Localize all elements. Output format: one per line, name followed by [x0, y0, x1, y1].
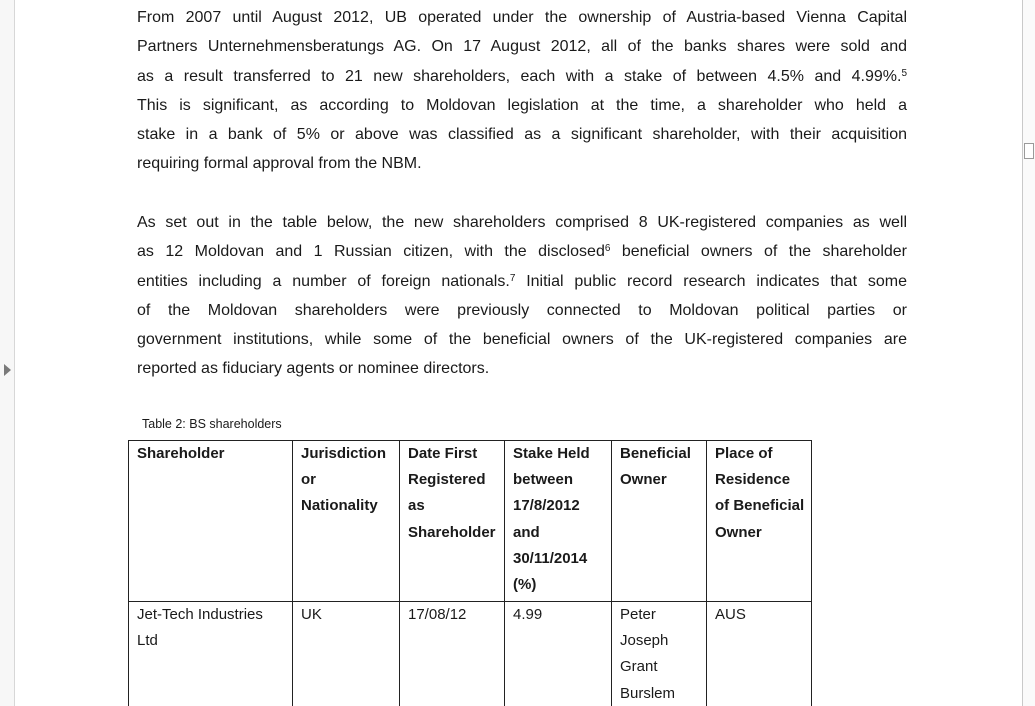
- text-line: reported as fiduciary agents or nominee directors.: [137, 360, 490, 378]
- footnote-ref[interactable]: 5: [901, 67, 907, 79]
- header-date-registered: Date First Registered as Shareholder: [400, 441, 505, 602]
- text-line: [137, 237, 907, 266]
- header-jurisdiction: Jurisdiction or Nationality: [293, 441, 400, 602]
- footnote-ref[interactable]: 7: [509, 272, 516, 284]
- cell-date-registered: 17/08/12: [400, 602, 505, 706]
- cell-beneficial-owner: Peter Joseph Grant Burslem: [612, 602, 707, 706]
- cell-stake-held: 4.99: [505, 602, 612, 706]
- scroll-handle[interactable]: [1024, 143, 1034, 159]
- text-line: of the Moldovan shareholders were previously connected to Moldovan political parties or: [137, 301, 907, 319]
- text-line: As set out in the table below, the new shareholders comprised 8 UK-registered companies as well: [137, 214, 907, 231]
- left-gutter: [0, 0, 15, 706]
- header-residence: Place of Residence of Beneficial Owner: [707, 441, 812, 602]
- table-header-row: [129, 441, 812, 602]
- header-stake-held: Stake Held between 17/8/2012 and 30/11/2014 (%): [505, 441, 612, 602]
- text-line: From 2007 until August 2012, UB operated under the ownership of Austria-based Vienna Capital: [137, 9, 907, 26]
- text-line: [137, 62, 907, 91]
- text-line: This is significant, as according to Moldovan legislation at the time, a shareholder who held a: [137, 96, 907, 114]
- text-segment: beneficial owners of the shareholder: [610, 243, 907, 261]
- header-beneficial-owner: Beneficial Owner: [612, 441, 707, 602]
- text-line: Partners Unternehmensberatungs AG. On 17 August 2012, all of the banks shares were sold and: [137, 38, 907, 56]
- text-segment: as a result transferred to 21 new shareholders, each with a stake of between 4.5% and 4.99%.: [137, 67, 902, 85]
- right-scrollbar[interactable]: [1022, 0, 1035, 706]
- shareholders-table: [128, 440, 812, 706]
- text-line: [137, 267, 907, 296]
- table-caption: Table 2: BS shareholders: [142, 417, 282, 431]
- text-segment: as 12 Moldovan and 1 Russian citizen, with the disclosed: [137, 243, 605, 261]
- expand-arrow-icon[interactable]: [4, 364, 11, 376]
- text-segment: entities including a number of foreign nationals.: [137, 272, 510, 290]
- paragraph-ownership: [137, 3, 907, 179]
- footnote-ref[interactable]: 6: [604, 243, 611, 255]
- text-line: requiring formal approval from the NBM.: [137, 155, 422, 173]
- header-shareholder: Shareholder: [129, 441, 293, 602]
- cell-shareholder: Jet-Tech Industries Ltd: [129, 602, 293, 706]
- paragraph-shareholders: [137, 208, 907, 384]
- text-segment: Initial public record research indicates that some: [515, 272, 907, 290]
- table-row: [129, 602, 812, 706]
- cell-residence: AUS: [707, 602, 812, 706]
- text-line: government institutions, while some of the beneficial owners of the UK-registered companies are: [137, 331, 907, 349]
- cell-jurisdiction: UK: [293, 602, 400, 706]
- text-line: stake in a bank of 5% or above was classified as a significant shareholder, with their acquisition: [137, 126, 907, 144]
